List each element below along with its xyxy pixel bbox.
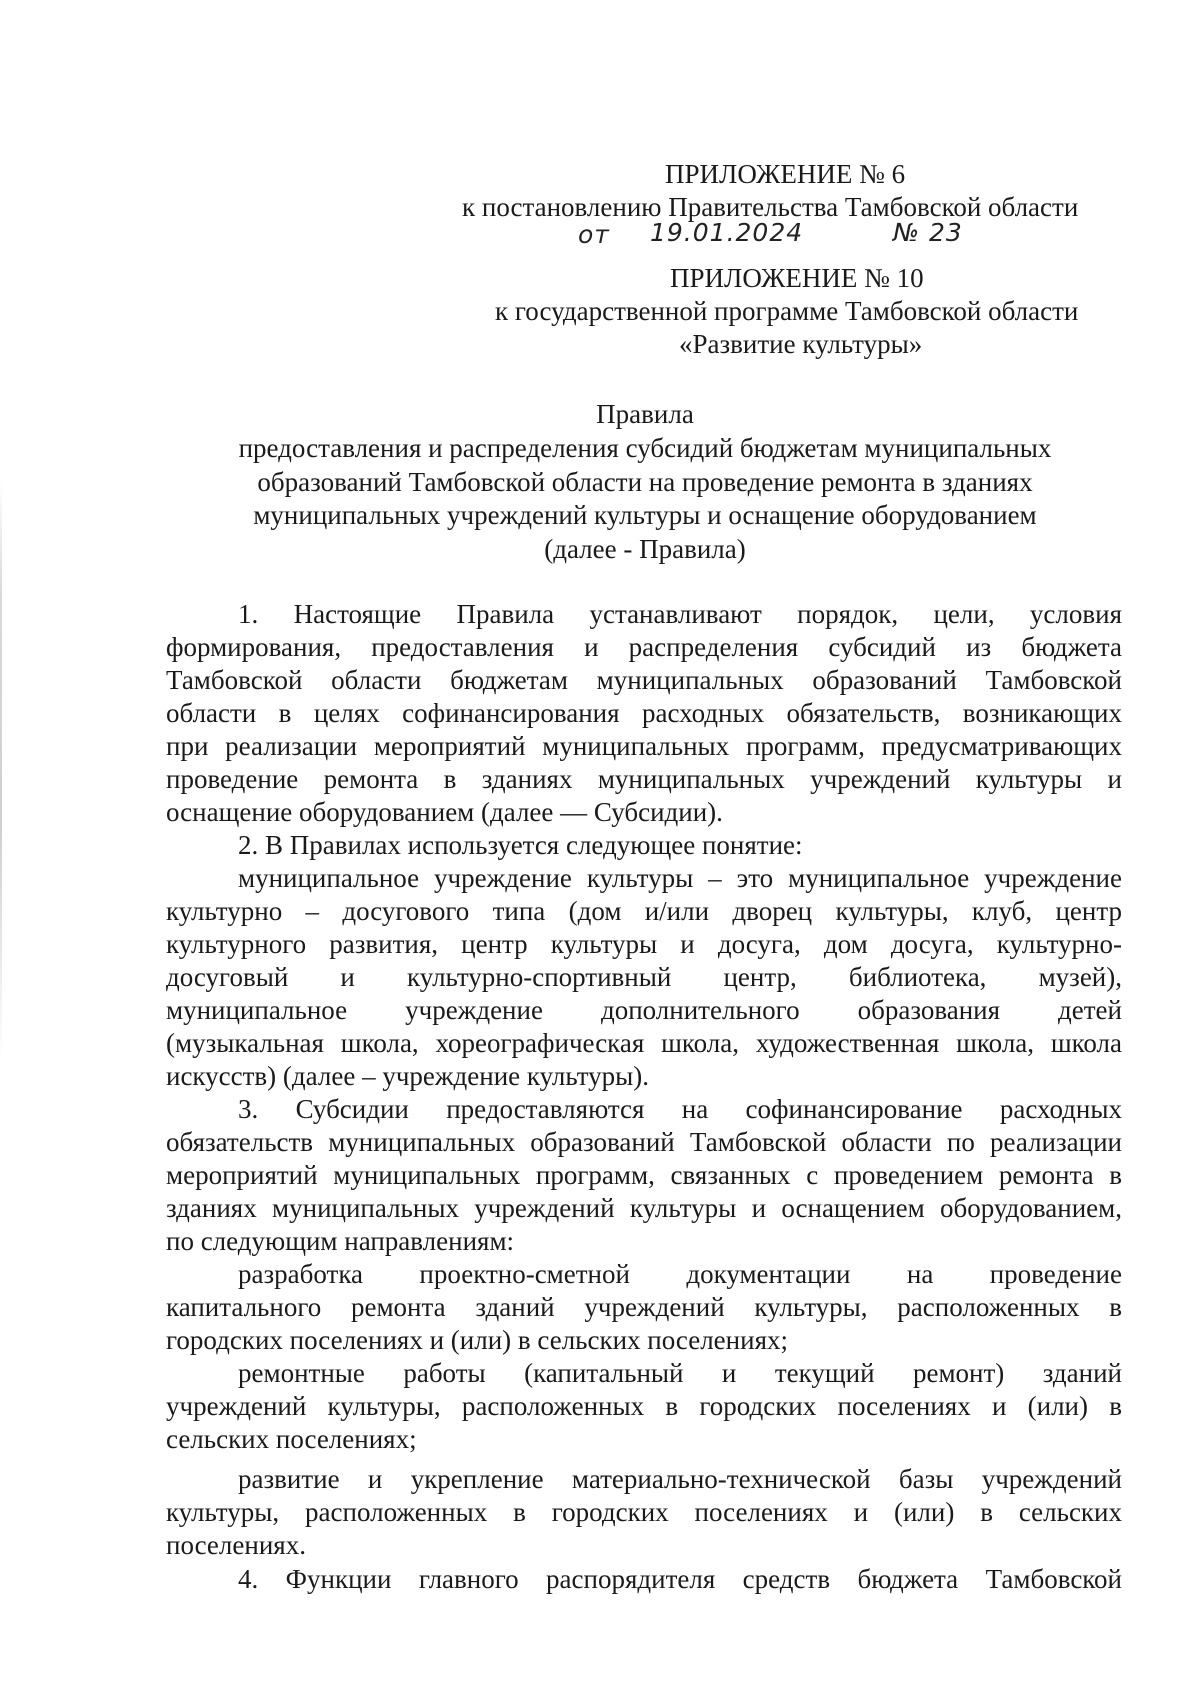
body-line: городских поселениях и (или) в сельских поселениях; [166, 1325, 788, 1355]
body-line: мероприятий муниципальных программ, связанных с проведением ремонта в [166, 1160, 1122, 1190]
body-line: обязательств муниципальных образований Тамбовской области по реализации [166, 1127, 1122, 1157]
appendix-10-heading: ПРИЛОЖЕНИЕ № 10 [670, 263, 924, 293]
body-line: капитального ремонта зданий учреждений культуры, расположенных в [166, 1292, 1122, 1322]
body-line: 1. Настоящие Правила устанавливают порядок, цели, условия [238, 599, 1122, 629]
body-line: культурного развития, центр культуры и досуга, дом досуга, культурно- [166, 929, 1122, 959]
to-program-line: к государственной программе Тамбовской области [495, 296, 1079, 326]
body-line: 4. Функции главного распорядителя средств бюджета Тамбовской [238, 1564, 1122, 1594]
rules-subtitle-line-4: (далее - Правила) [544, 534, 746, 564]
body-line: муниципальное учреждение культуры – это муниципальное учреждение [238, 863, 1122, 893]
body-line: проведение ремонта в зданиях муниципальных учреждений культуры и [166, 764, 1122, 794]
body-line: 3. Субсидии предоставляются на софинансирование расходных [238, 1094, 1122, 1124]
rules-title: Правила [596, 399, 694, 429]
body-line: разработка проектно-сметной документации на проведение [238, 1259, 1122, 1289]
program-name: «Развитие культуры» [679, 329, 923, 359]
body-line: культурно – досугового типа (дом и/или дворец культуры, клуб, центр [166, 896, 1122, 926]
body-line: при реализации мероприятий муниципальных программ, предусматривающих [166, 731, 1122, 761]
body-line: оснащение оборудованием (далее — Субсидии). [166, 797, 723, 827]
body-line: поселениях. [166, 1530, 306, 1560]
body-line: (музыкальная школа, хореографическая школа, художественная школа, школа [166, 1028, 1122, 1058]
handwritten-date-prefix: от [578, 220, 610, 249]
body-line: формирования, предоставления и распределения субсидий из бюджета [166, 632, 1122, 662]
handwritten-date: 19.01.2024 [650, 218, 804, 247]
handwritten-number: № 23 [893, 218, 963, 247]
body-line: сельских поселениях; [166, 1424, 417, 1454]
rules-subtitle-line-1: предоставления и распределения субсидий бюджетам муниципальных [238, 433, 1052, 463]
body-line: муниципальное учреждение дополнительного образования детей [166, 995, 1122, 1025]
body-line: 2. В Правилах используется следующее понятие: [238, 830, 803, 860]
body-line: ремонтные работы (капитальный и текущий ремонт) зданий [238, 1358, 1122, 1388]
body-line: учреждений культуры, расположенных в городских поселениях и (или) в [166, 1391, 1122, 1421]
appendix-6-heading: ПРИЛОЖЕНИЕ № 6 [665, 159, 906, 189]
scan-edge-shadow [0, 480, 2, 1060]
body-line: культуры, расположенных в городских поселениях и (или) в сельских [166, 1497, 1122, 1527]
body-line: области в целях софинансирования расходных обязательств, возникающих [166, 698, 1122, 728]
rules-subtitle-line-2: образований Тамбовской области на проведение ремонта в зданиях [257, 467, 1033, 497]
body-line: Тамбовской области бюджетам муниципальных образований Тамбовской [166, 665, 1122, 695]
body-line: развитие и укрепление материально-технической базы учреждений [238, 1464, 1122, 1494]
rules-subtitle-line-3: муниципальных учреждений культуры и оснащение оборудованием [253, 500, 1037, 530]
body-line: досуговый и культурно-спортивный центр, библиотека, музей), [166, 962, 1122, 992]
body-line: искусств) (далее – учреждение культуры). [166, 1061, 650, 1091]
to-resolution-line: к постановлению Правительства Тамбовской области [462, 192, 1079, 222]
body-line: по следующим направлениям: [166, 1226, 515, 1256]
body-line: зданиях муниципальных учреждений культуры и оснащением оборудованием, [166, 1193, 1122, 1223]
